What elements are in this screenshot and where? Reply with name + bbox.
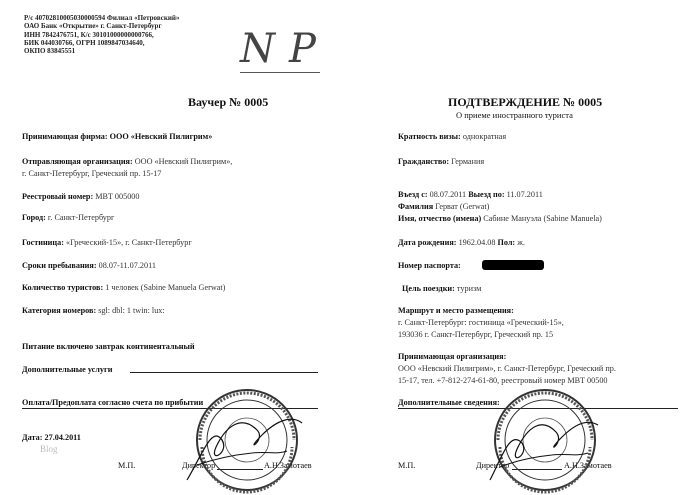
voucher-tourists-label: Количество туристов: <box>22 283 104 292</box>
surname-row <box>398 202 489 211</box>
bank-line: ОКПО 83845551 <box>24 47 76 55</box>
header-divider <box>240 72 320 73</box>
entry-value: 08.07.2011 <box>429 190 467 199</box>
voucher-extra-label: Дополнительные услуги <box>22 365 113 374</box>
conf-director-label: Директор <box>476 461 510 470</box>
conf-host-value-2: 15-17, тел. +7-812-274-61-80, реестровый номер МВТ 00500 <box>398 376 608 385</box>
voucher-tourists-row <box>22 283 225 292</box>
bank-line: БИК 044030766, ОГРН 1089847034640, <box>24 38 145 47</box>
citizenship-value: Германия <box>451 157 485 166</box>
company-stamp-left <box>182 385 312 495</box>
company-stamp-right <box>480 385 610 495</box>
name-value: Сабине Мануэла (Sabine Manuela) <box>483 214 602 223</box>
voucher-extra-line <box>130 372 318 373</box>
voucher-hotel-label: Гостиница: <box>22 238 64 247</box>
dates-row <box>398 190 543 199</box>
watermark: Blog <box>40 444 58 454</box>
bank-line: ИНН 7842476751, К/с 30101000000000766, <box>24 30 154 39</box>
voucher-city-row <box>22 213 114 222</box>
exit-value: 11.07.2011 <box>506 190 543 199</box>
passport-redaction <box>482 260 544 270</box>
voucher-city-value: г. Санкт-Петербург <box>47 213 115 222</box>
conf-mp: М.П. <box>398 461 416 470</box>
purpose-label: Цель поездки: <box>402 284 455 293</box>
voucher-hotel-row <box>22 238 192 247</box>
name-row <box>398 214 602 223</box>
voucher-payment: Оплата/Предоплата согласно счета по прибытии <box>22 398 204 407</box>
visa-value: однократная <box>462 132 507 141</box>
voucher-director-name: А.Н.Замотаев <box>264 461 312 470</box>
purpose-value: туризм <box>456 284 482 293</box>
company-logo: NP <box>240 26 330 72</box>
sex-value: ж. <box>517 238 525 247</box>
voucher-stay-row <box>22 261 156 270</box>
route-value-1: г. Санкт-Петербург: гостиница «Греческий-15», <box>398 318 564 327</box>
confirmation-title: ПОДТВЕРЖДЕНИЕ № 0005 <box>448 95 603 109</box>
surname-value: Герват (Gerwat) <box>435 202 490 211</box>
voucher-stay-value: 08.07-11.07.2011 <box>98 261 156 270</box>
bank-details <box>24 14 179 55</box>
dob-value: 1962.04.08 <box>458 238 496 247</box>
bank-line: ОАО Банк «Открытие» г. Санкт-Петербург <box>24 22 162 31</box>
voucher-city-label: Город: <box>22 213 46 222</box>
voucher-sender-row <box>22 157 232 166</box>
voucher-sender-address: г. Санкт-Петербург, Греческий пр. 15-17 <box>22 169 162 178</box>
exit-label: Выезд по: <box>468 190 505 199</box>
visa-row <box>398 132 506 141</box>
passport-label: Номер паспорта: <box>398 261 461 270</box>
name-label: Имя, отчество (имена) <box>398 214 482 223</box>
voucher-sender-value: ООО «Невский Пилигрим», <box>134 157 233 166</box>
voucher-date: Дата: 27.04.2011 <box>22 433 81 442</box>
bank-line: Р/с 40702810005030000594 Филиал «Петровский» <box>24 14 180 22</box>
voucher-rooms-label: Категория номеров: <box>22 306 97 315</box>
route-value-2: 193036 г. Санкт-Петербург, Греческий пр. 15 <box>398 330 554 339</box>
conf-host-value-1: ООО «Невский Пилигрим», г. Санкт-Петербург, Греческий пр. <box>398 364 616 373</box>
voucher-director-label: Директор <box>182 461 216 470</box>
voucher-reg-label: Реестровый номер: <box>22 192 94 201</box>
voucher-hotel-value: «Греческий-15», г. Санкт-Петербург <box>65 238 192 247</box>
voucher-stay-label: Сроки пребывания: <box>22 261 97 270</box>
entry-label: Въезд с: <box>398 190 428 199</box>
voucher-title: Ваучер № 0005 <box>188 95 269 109</box>
conf-director-name: А.Н.Замотаев <box>564 461 612 470</box>
voucher-host-label: Принимающая фирма: <box>22 132 108 141</box>
citizenship-row <box>398 157 484 166</box>
voucher-host-row <box>22 132 212 141</box>
voucher-reg-value: МВТ 005000 <box>95 192 140 201</box>
route-label: Маршрут и место размещения: <box>398 306 514 315</box>
conf-host-label: Принимающая организация: <box>398 352 507 361</box>
sex-label: Пол: <box>497 238 516 247</box>
dob-label: Дата рождения: <box>398 238 457 247</box>
voucher-meals: Питание включено завтрак континентальный <box>22 342 195 351</box>
voucher-host-value: ООО «Невский Пилигрим» <box>109 132 213 141</box>
dob-row <box>398 238 525 247</box>
conf-extra-label: Дополнительные сведения: <box>398 398 500 407</box>
voucher-sender-label: Отправляющая организация: <box>22 157 133 166</box>
citizenship-label: Гражданство: <box>398 157 450 166</box>
voucher-reg-row <box>22 192 139 201</box>
voucher-tourists-value: 1 человек (Sabine Manuela Gerwat) <box>105 283 226 292</box>
voucher-rooms-value: sgl: dbl: 1 twin: lux: <box>98 306 165 315</box>
voucher-mp: М.П. <box>118 461 136 470</box>
surname-label: Фамилия <box>398 202 434 211</box>
confirmation-subtitle: О приеме иностранного туриста <box>456 110 573 120</box>
purpose-row <box>402 284 481 293</box>
voucher-rooms-row <box>22 306 165 315</box>
visa-label: Кратность визы: <box>398 132 461 141</box>
